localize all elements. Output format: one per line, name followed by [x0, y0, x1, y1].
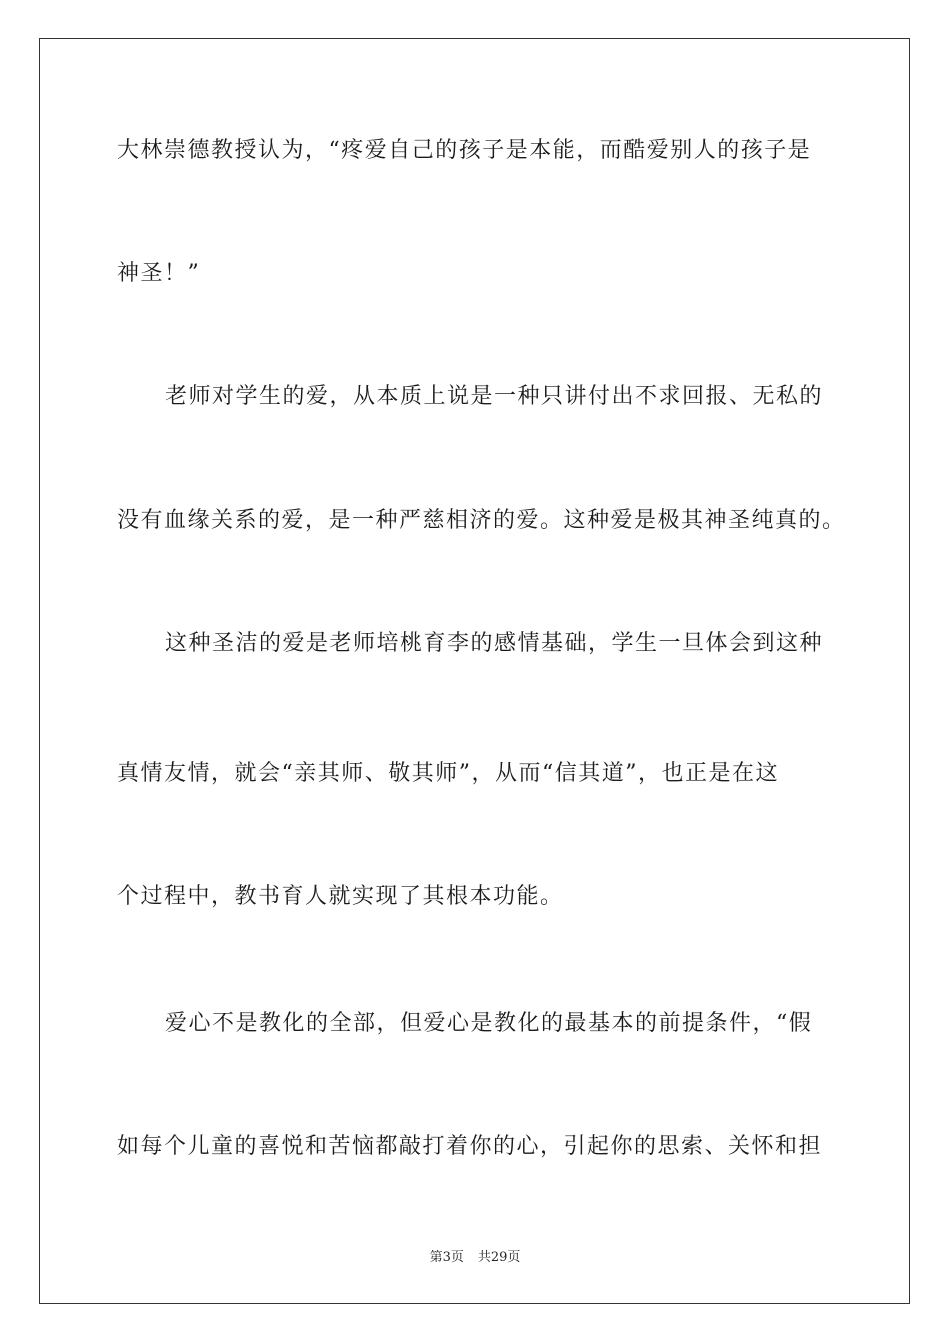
text-line-6: 真情友情，就会“亲其师、敬其师”，从而“信其道”，也正是在这	[117, 761, 779, 786]
page-total: 共29页	[477, 1250, 521, 1265]
text-line-1: 大林崇德教授认为，“疼爱自己的孩子是本能，而酷爱别人的孩子是	[117, 138, 812, 163]
text-line-4: 没有血缘关系的爱，是一种严慈相济的爱。这种爱是极其神圣纯真的。	[117, 508, 846, 533]
page-footer	[0, 1246, 950, 1265]
text-line-7: 个过程中，教书育人就实现了其根本功能。	[117, 884, 564, 909]
text-line-5: 这种圣洁的爱是老师培桃育李的感情基础，学生一旦体会到这种	[165, 631, 824, 656]
text-line-2: 神圣！”	[117, 261, 201, 286]
page-border	[39, 38, 910, 1304]
text-line-9: 如每个儿童的喜悦和苦恼都敲打着你的心，引起你的思索、关怀和担	[117, 1134, 823, 1159]
page-number: 第3页	[429, 1250, 464, 1265]
text-line-8: 爱心不是教化的全部，但爱心是教化的最基本的前提条件，“假	[165, 1011, 813, 1036]
text-line-3: 老师对学生的爱，从本质上说是一种只讲付出不求回报、无私的	[165, 384, 824, 409]
